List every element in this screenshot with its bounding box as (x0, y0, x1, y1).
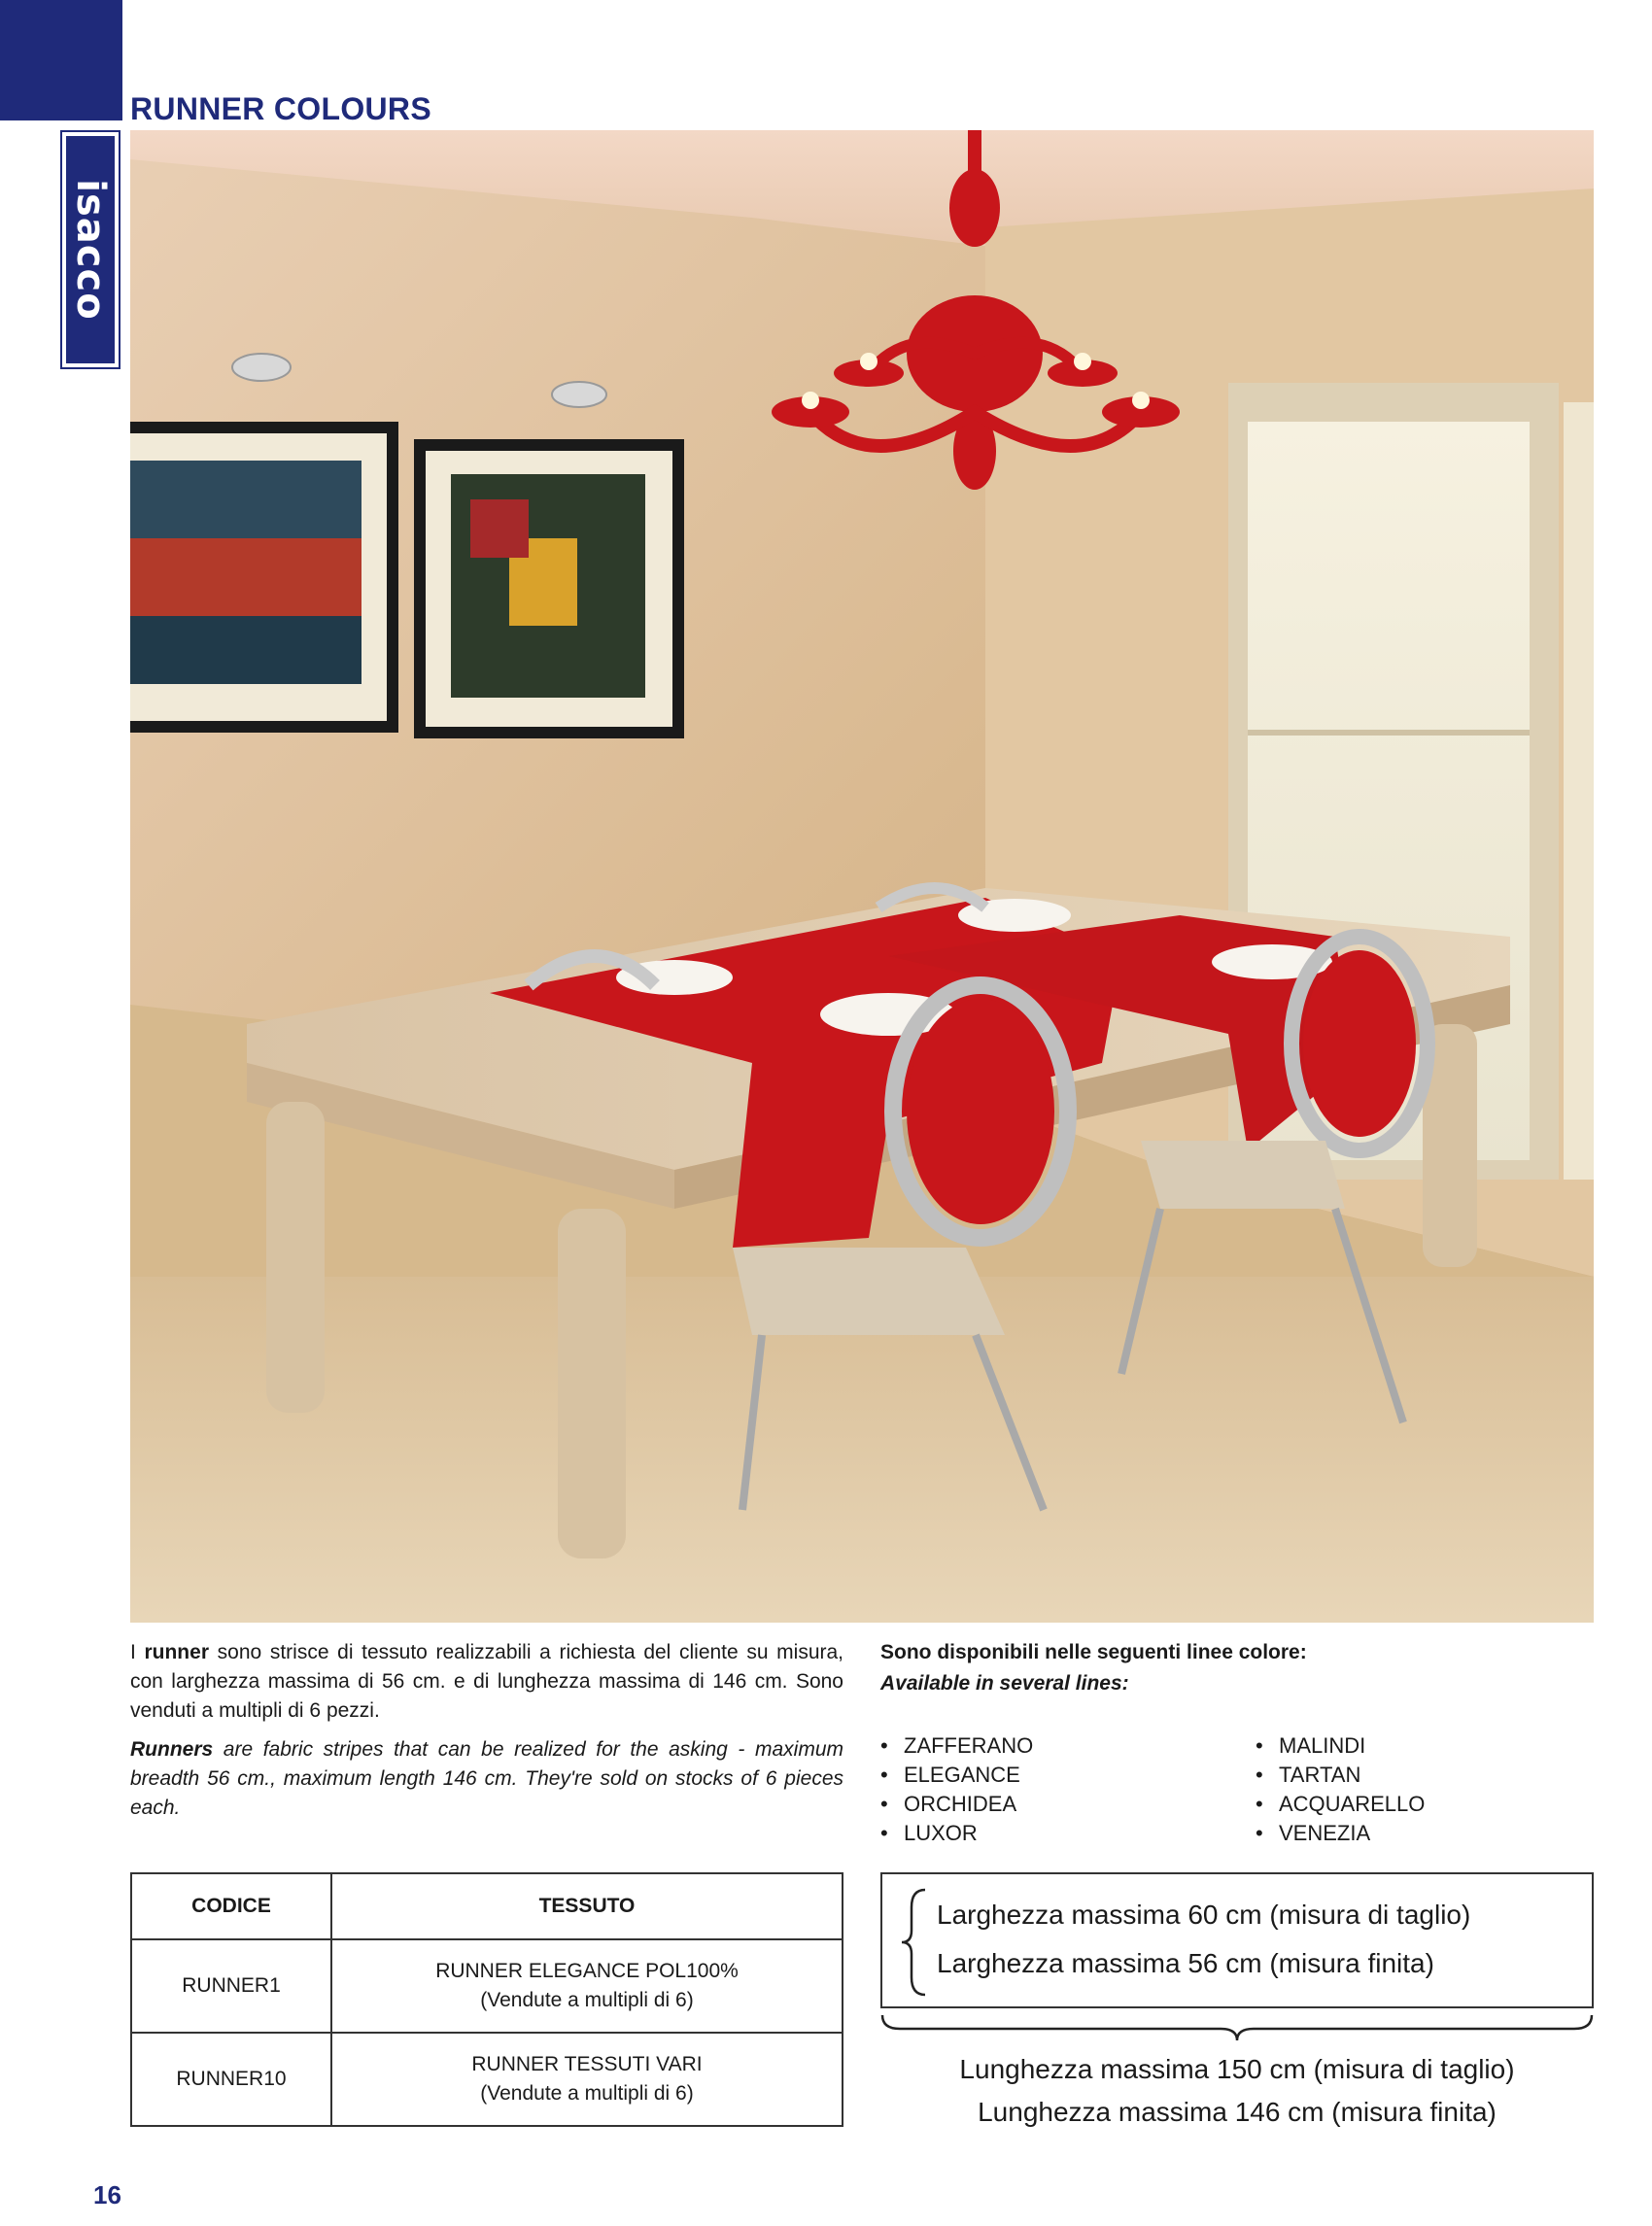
colour-list-left (880, 1731, 1033, 1848)
curly-brace-icon (900, 1888, 929, 1997)
header-tessuto: TESSUTO (331, 1873, 843, 1939)
lines-heading-en: Available in several lines: (880, 1672, 1129, 1695)
list-item: • TARTAN (1256, 1761, 1425, 1790)
colour-list-right (1256, 1731, 1425, 1848)
table-row (131, 1939, 843, 2033)
page-title: RUNNER COLOURS (130, 91, 431, 126)
colour-lines (880, 1638, 1594, 1845)
list-item: • MALINDI (1256, 1731, 1425, 1761)
list-item: • VENEZIA (1256, 1819, 1425, 1848)
list-item: • ELEGANCE (880, 1761, 1033, 1790)
list-item: • ORCHIDEA (880, 1790, 1033, 1819)
logo-text: isacco (68, 179, 113, 321)
corner-color-block (0, 0, 122, 120)
runners-keyword: Runners (130, 1738, 214, 1761)
list-item: • ZAFFERANO (880, 1731, 1033, 1761)
fabric-cell: RUNNER TESSUTI VARI (Vendute a multipli di 6) (331, 2033, 843, 2126)
fabric-cell: RUNNER ELEGANCE POL100% (Vendute a multipli di 6) (331, 1939, 843, 2033)
runner-keyword: runner (144, 1641, 209, 1663)
table-header-row (131, 1873, 843, 1939)
lines-heading-it: Sono disponibili nelle seguenti linee colore: (880, 1641, 1307, 1663)
code-cell: RUNNER10 (131, 2033, 331, 2126)
intro-text (130, 1638, 843, 1832)
product-code-table (130, 1872, 843, 2127)
width-finished: Larghezza massima 56 cm (misura finita) (937, 1948, 1434, 1978)
width-dimensions-box (880, 1872, 1594, 2008)
list-item: • ACQUARELLO (1256, 1790, 1425, 1819)
header-codice: CODICE (131, 1873, 331, 1939)
table-row (131, 2033, 843, 2126)
horizontal-brace-icon (880, 2013, 1594, 2042)
intro-italian: I runner sono strisce di tessuto realizzabili a richiesta del cliente su misura, con larghezza massima di 56 cm. e di lunghezza massima di 146 cm. Sono venduti a multipli di 6 pezzi. (130, 1641, 843, 1722)
page-number: 16 (93, 2180, 121, 2209)
width-cut: Larghezza massima 60 cm (misura di taglio) (937, 1900, 1471, 1930)
intro-english: Runners are fabric stripes that can be realized for the asking - maximum breadth 56 cm., maximum length 146 cm. They're sold on stocks of 6 pieces each. (130, 1738, 843, 1819)
isacco-logo (60, 130, 120, 369)
code-cell: RUNNER1 (131, 1939, 331, 2033)
length-cut: Lunghezza massima 150 cm (misura di taglio) (959, 2054, 1515, 2084)
length-finished: Lunghezza massima 146 cm (misura finita) (978, 2097, 1497, 2127)
list-item: • LUXOR (880, 1819, 1033, 1848)
dining-room-photo (130, 130, 1594, 1623)
